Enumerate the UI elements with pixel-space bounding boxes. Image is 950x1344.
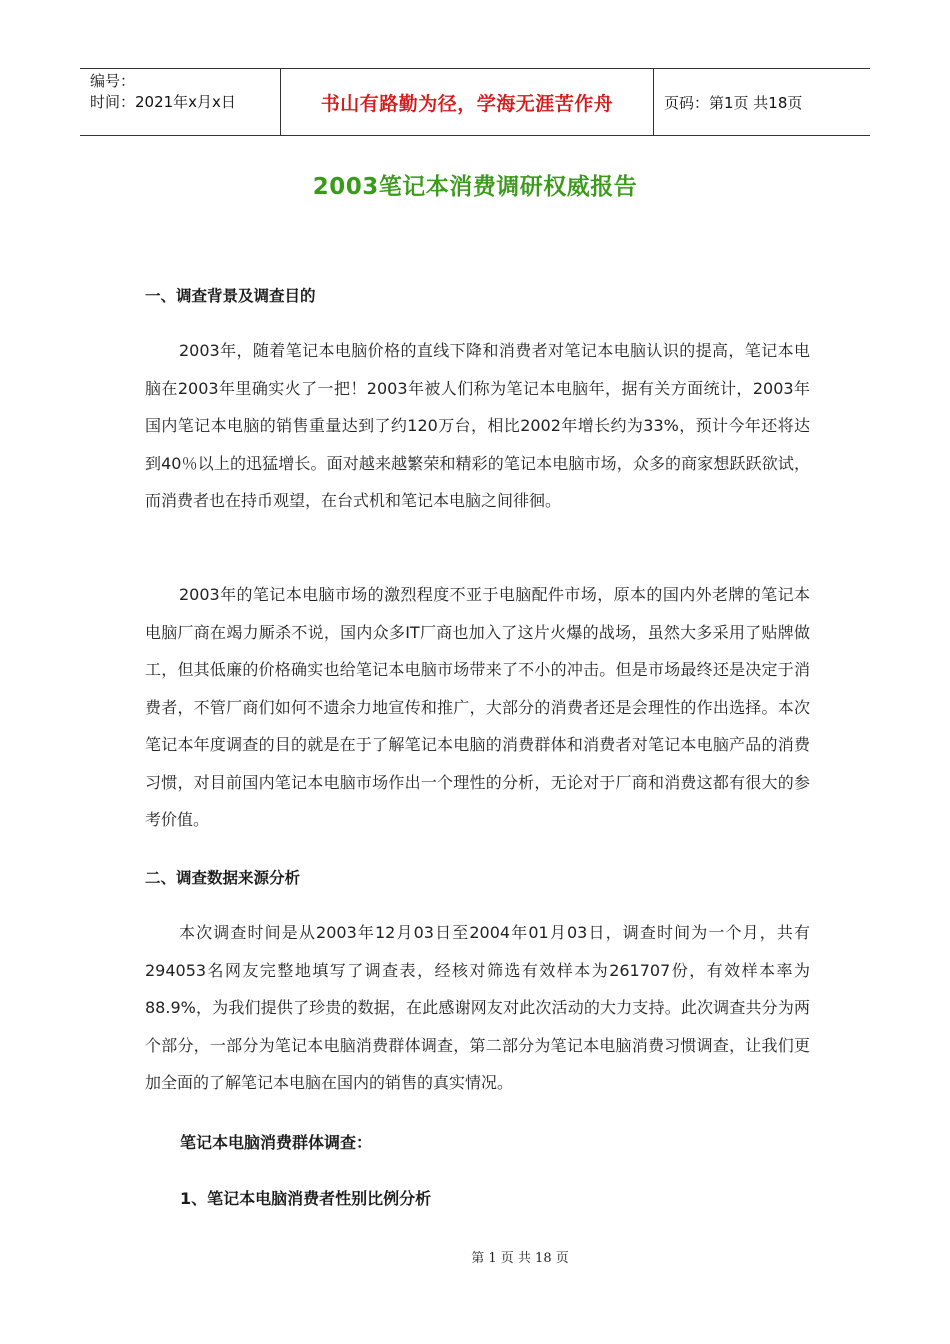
header-motto: 书山有路勤为径，学海无涯苦作舟 [281, 69, 654, 135]
section-1-heading: 一、调查背景及调查目的 [145, 287, 316, 305]
section-2-heading: 二、调查数据来源分析 [145, 869, 301, 887]
header-time: 时间：2021年x月x日 [90, 93, 236, 111]
header-number: 编号： [90, 72, 136, 90]
section-1-paragraph-1: 2003年，随着笔记本电脑价格的直线下降和消费者对笔记本电脑认识的提高，笔记本电脑在2003年里确实火了一把！2003年被人们称为笔记本电脑年，据有关方面统计，2003年国内笔记本电脑的销售重量达到了约120万台，相比2002年增长约为33%，预计今年还将达到40％以上的迅猛增长。面对越来越繁荣和精彩的笔记本电脑市场，众多的商家想跃跃欲试，而消费者也在持币观望，在台式机和笔记本电脑之间徘徊。 [145, 341, 810, 510]
document-title: 2003笔记本消费调研权威报告 [312, 174, 638, 200]
header-info-cell [80, 69, 281, 135]
header-page-code: 页码：第1页 共18页 [664, 93, 803, 112]
page-footer: 第 1 页 共 18 页 [471, 1251, 569, 1266]
subheading-consumer-group: 笔记本电脑消费群体调查： [180, 1133, 373, 1152]
subheading-gender-ratio: 1、笔记本电脑消费者性别比例分析 [180, 1189, 432, 1208]
section-1-paragraph-2: 2003年的笔记本电脑市场的激烈程度不亚于电脑配件市场，原本的国内外老牌的笔记本电脑厂商在竭力厮杀不说，国内众多IT厂商也加入了这片火爆的战场，虽然大多采用了贴牌做工，但其低廉的价格确实也给笔记本电脑市场带来了不小的冲击。但是市场最终还是决定于消费者，不管厂商们如何不遗余力地宣传和推广，大部分的消费者还是会理性的作出选择。本次笔记本年度调查的目的就是在于了解笔记本电脑的消费群体和消费者对笔记本电脑产品的消费习惯，对目前国内笔记本电脑市场作出一个理性的分析，无论对于厂商和消费这都有很大的参考价值。 [145, 585, 810, 829]
section-2-paragraph-1: 本次调查时间是从2003年12月03日至2004年01月03日，调查时间为一个月，共有294053名网友完整地填写了调查表，经核对筛选有效样本为261707份，有效样本率为88.9%，为我们提供了珍贵的数据，在此感谢网友对此次活动的大力支持。此次调查共分为两个部分，一部分为笔记本电脑消费群体调查，第二部分为笔记本电脑消费习惯调查，让我们更加全面的了解笔记本电脑在国内的销售的真实情况。 [145, 923, 810, 1092]
page-header [80, 68, 870, 136]
